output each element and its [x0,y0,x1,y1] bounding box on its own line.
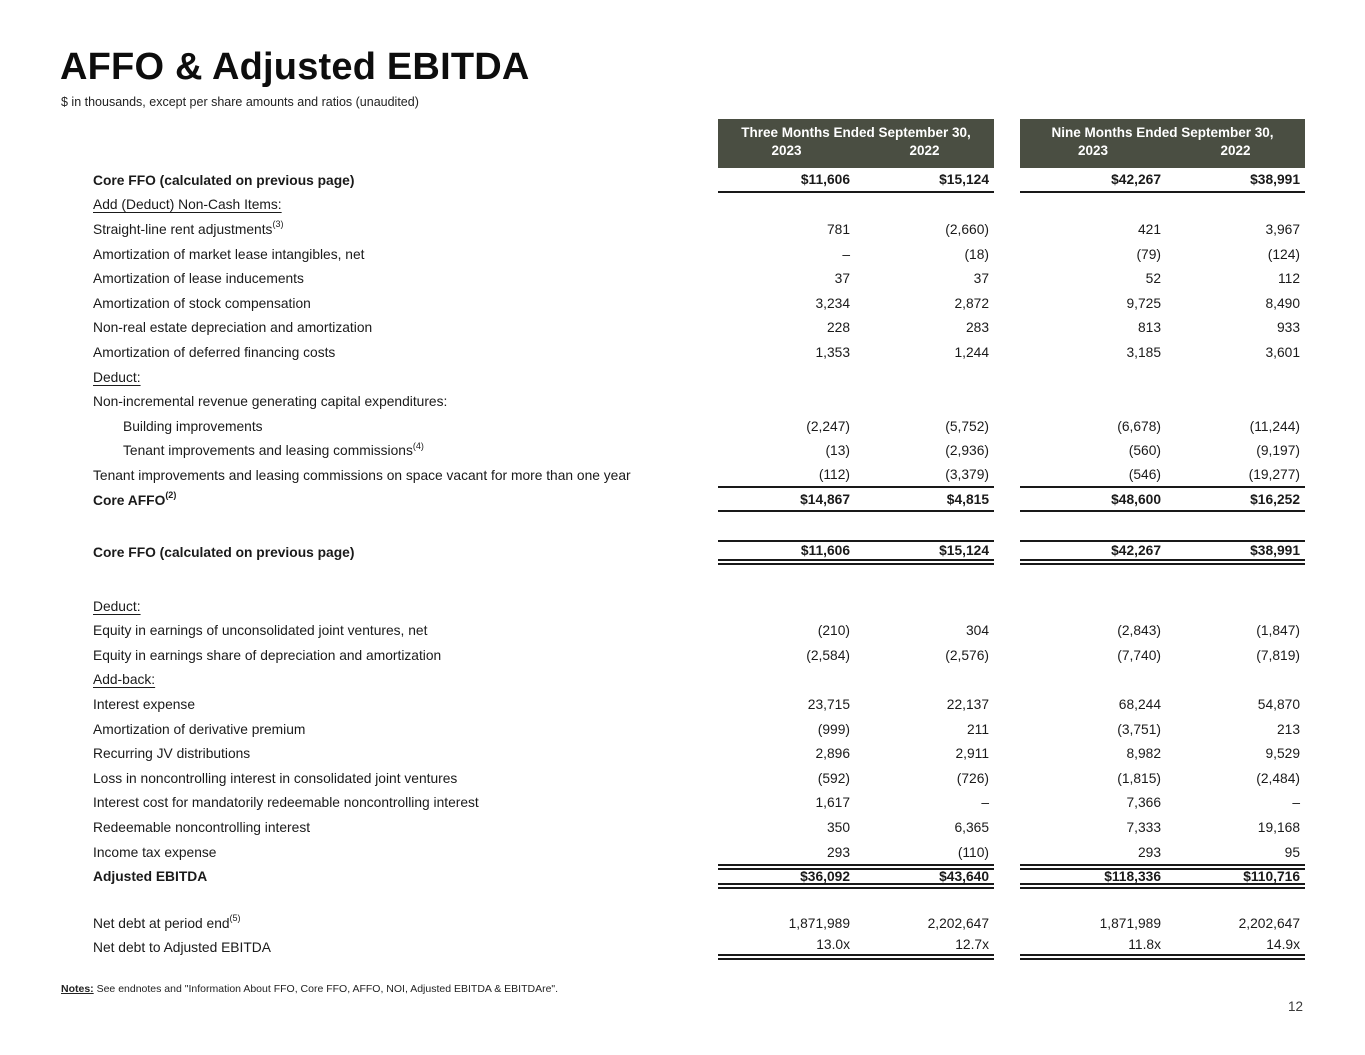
header-group-three-months [718,119,994,168]
column-gap [994,911,1020,936]
value-cell: 14.9x [1266,937,1300,953]
value-group-three-months [718,815,994,840]
value-group-three-months [718,911,994,936]
value-cell: 211 [967,721,989,737]
table-row [60,911,1305,936]
value-group-nine-months [1020,668,1305,693]
value-group-three-months [718,840,994,865]
footnote-marker: (5) [229,913,241,924]
value-cell: 19,168 [1257,820,1300,836]
value-cell: 2,911 [955,746,989,762]
value-cell: $11,606 [800,171,850,187]
row-label-text: Equity in earnings of unconsolidated joint ventures, net [93,623,428,639]
row-label [60,594,718,619]
value-cell: 9,725 [1126,295,1161,311]
column-gap [994,741,1020,766]
page-subtitle: $ in thousands, except per share amounts and ratios (unaudited) [61,95,419,109]
row-label-text: Deduct: [93,598,141,614]
column-gap [994,463,1020,488]
value-group-three-months [718,766,994,791]
table-row [60,217,1305,242]
value-group-nine-months [1020,291,1305,316]
value-group-nine-months [1020,389,1305,414]
column-gap [994,840,1020,865]
value-cell: $42,267 [1111,543,1161,559]
header-group-label: Nine Months Ended September 30, [1051,125,1274,140]
row-label [60,619,718,644]
value-cell: 1,871,989 [1099,915,1161,931]
value-group-three-months [718,594,994,619]
value-cell: 37 [834,271,850,287]
table-row [60,791,1305,816]
value-group-three-months [718,217,994,242]
column-gap [994,389,1020,414]
value-cell: 781 [826,221,850,237]
value-cell: (124) [1267,246,1300,262]
value-group-nine-months [1020,911,1305,936]
value-cell: 12.7x [955,937,989,953]
row-label [60,717,718,742]
footnote [61,983,558,995]
value-group-nine-months [1020,439,1305,464]
value-group-three-months [718,266,994,291]
column-gap [994,766,1020,791]
row-label-text: Tenant improvements and leasing commissions on space vacant for more than one year [93,467,631,483]
value-cell: 6,365 [954,820,989,836]
value-cell: (560) [1128,443,1161,459]
value-cell: (592) [817,770,850,786]
value-group-nine-months [1020,266,1305,291]
value-group-three-months [718,643,994,668]
header-group-nine-months [1020,119,1305,168]
value-cell: $118,336 [1104,869,1161,885]
row-label-text: Non-incremental revenue generating capital expenditures: [93,394,448,410]
value-cell: $38,991 [1250,171,1300,187]
row-label [60,316,718,341]
table-row [60,766,1305,791]
value-cell: (2,843) [1117,623,1161,639]
value-cell: $16,252 [1250,491,1300,507]
row-label [60,266,718,291]
value-cell: 52 [1145,271,1161,287]
footnote-marker: (3) [272,219,284,230]
value-cell: (13) [825,443,850,459]
value-cell: 1,871,989 [788,915,850,931]
table-row [60,864,1305,889]
notes-text: See endnotes and "Information About FFO, Core FFO, AFFO, NOI, Adjusted EBITDA & EBITDAre". [93,983,559,995]
value-cell: 3,601 [1265,344,1300,360]
value-cell: 8,490 [1265,295,1300,311]
value-group-nine-months [1020,316,1305,341]
value-group-three-months [718,365,994,390]
value-cell: (3,751) [1117,721,1161,737]
value-group-nine-months [1020,840,1305,865]
value-cell: (726) [956,770,989,786]
value-cell: – [1292,795,1300,811]
value-cell: 3,185 [1126,344,1161,360]
value-cell: 350 [826,820,850,836]
value-cell: $15,124 [939,171,989,187]
value-group-three-months [718,414,994,439]
value-cell: (2,660) [945,221,989,237]
table-row [60,365,1305,390]
row-label-text: Amortization of deferred financing costs [93,344,336,360]
value-cell: $14,867 [800,491,850,507]
table-row [60,414,1305,439]
value-group-three-months [718,242,994,267]
financial-table [60,119,1305,960]
footnote-marker: (4) [412,440,424,451]
value-group-nine-months [1020,540,1305,565]
column-gap [994,791,1020,816]
column-gap [994,815,1020,840]
row-label-text: Core FFO (calculated on previous page) [93,545,355,561]
value-cell: 112 [1278,271,1300,287]
value-group-nine-months [1020,864,1305,889]
row-label [60,741,718,766]
table-row [60,643,1305,668]
column-gap [994,168,1020,193]
notes-label: Notes: [61,983,94,995]
value-cell: (112) [818,466,850,482]
value-group-three-months [718,540,994,565]
value-group-three-months [718,193,994,218]
table-row [60,439,1305,464]
value-group-nine-months [1020,643,1305,668]
row-label [60,840,718,865]
value-cell: $43,640 [939,869,989,885]
spacer-row [60,512,1305,540]
table-row [60,291,1305,316]
column-gap [994,692,1020,717]
header-year: 2022 [909,143,940,158]
value-cell: 1,617 [815,795,850,811]
value-cell: (110) [957,844,989,860]
spacer-row [60,565,1305,594]
row-label-text: Amortization of lease inducements [93,271,304,287]
row-label-text: Redeemable noncontrolling interest [93,820,311,836]
value-cell: 293 [826,844,850,860]
row-label-text: Equity in earnings share of depreciation and amortization [93,647,442,663]
value-cell: (2,576) [945,647,989,663]
table-row [60,936,1305,961]
column-gap [994,193,1020,218]
value-cell: 2,202,647 [927,915,989,931]
value-cell: (7,740) [1117,647,1161,663]
value-cell: (9,197) [1256,443,1300,459]
value-cell: 3,967 [1265,221,1300,237]
header-group-label: Three Months Ended September 30, [741,125,971,140]
column-gap [994,439,1020,464]
value-group-nine-months [1020,692,1305,717]
value-cell: (1,815) [1117,770,1161,786]
value-group-nine-months [1020,815,1305,840]
value-cell: (1,847) [1256,623,1300,639]
row-label [60,911,718,936]
value-cell: 2,202,647 [1238,915,1300,931]
row-label [60,414,718,439]
header-gap [994,119,1020,168]
row-label [60,936,718,961]
table-header [718,119,1305,168]
value-group-three-months [718,168,994,193]
table-row [60,741,1305,766]
row-label-text: Building improvements [123,418,263,434]
row-label [60,463,718,488]
value-group-nine-months [1020,741,1305,766]
column-gap [994,643,1020,668]
table-row [60,193,1305,218]
value-cell: $42,267 [1111,171,1161,187]
row-label-text: Add (Deduct) Non-Cash Items: [93,197,282,213]
value-group-nine-months [1020,791,1305,816]
value-cell: (79) [1136,246,1161,262]
header-year: 2023 [771,143,802,158]
value-cell: 933 [1276,320,1300,336]
value-group-three-months [718,741,994,766]
row-label [60,643,718,668]
header-year: 2022 [1220,143,1251,158]
table-row [60,168,1305,193]
value-cell: 283 [965,320,989,336]
row-label [60,365,718,390]
value-cell: 68,244 [1118,697,1161,713]
value-group-three-months [718,717,994,742]
row-label-text: Income tax expense [93,844,217,860]
value-cell: 11.8x [1128,937,1161,953]
value-cell: 8,982 [1126,746,1161,762]
row-label-text: Net debt to Adjusted EBITDA [93,940,271,956]
value-group-three-months [718,340,994,365]
row-label [60,668,718,693]
value-group-three-months [718,488,994,513]
column-gap [994,488,1020,513]
value-cell: (7,819) [1256,647,1300,663]
column-gap [994,242,1020,267]
value-cell: 1,244 [954,344,989,360]
value-cell: 228 [826,320,850,336]
row-label-text: Add-back: [93,672,156,688]
column-gap [994,217,1020,242]
row-label [60,389,718,414]
row-label [60,193,718,218]
value-cell: 7,366 [1126,795,1161,811]
value-cell: 3,234 [815,295,850,311]
value-group-three-months [718,619,994,644]
column-gap [994,668,1020,693]
value-group-nine-months [1020,717,1305,742]
table-row [60,340,1305,365]
column-gap [994,316,1020,341]
row-label-text: Core FFO (calculated on previous page) [93,172,355,188]
row-label-text: Net debt at period end [93,915,230,931]
value-cell: (546) [1128,466,1161,482]
column-gap [994,619,1020,644]
value-cell: $11,606 [800,543,850,559]
table-body [60,168,1305,960]
value-cell: 213 [1276,721,1300,737]
column-gap [994,936,1020,961]
header-year: 2023 [1077,143,1109,158]
spacer-row [60,889,1305,911]
value-group-nine-months [1020,936,1305,961]
value-group-nine-months [1020,193,1305,218]
row-label-text: Non-real estate depreciation and amortization [93,320,373,336]
value-cell: (210) [817,623,850,639]
value-group-three-months [718,668,994,693]
value-cell: 1,353 [815,344,850,360]
value-cell: 2,872 [954,295,989,311]
value-cell: 22,137 [946,697,989,713]
row-label [60,168,718,193]
page-title: AFFO & Adjusted EBITDA [60,46,530,88]
footnote-marker: (2) [165,489,177,500]
row-label [60,340,718,365]
table-row [60,717,1305,742]
value-cell: 95 [1284,844,1300,860]
row-label [60,291,718,316]
value-cell: $110,716 [1243,869,1300,885]
row-label [60,488,718,513]
value-cell: (11,244) [1249,418,1300,434]
value-cell: (6,678) [1117,418,1161,434]
column-gap [994,414,1020,439]
table-row [60,540,1305,565]
table-row [60,389,1305,414]
table-row [60,619,1305,644]
value-group-nine-months [1020,619,1305,644]
table-row [60,594,1305,619]
row-label-text: Recurring JV distributions [93,746,251,762]
value-group-nine-months [1020,488,1305,513]
row-label [60,791,718,816]
value-cell: 23,715 [807,697,850,713]
value-cell: (3,379) [945,466,989,482]
row-label [60,692,718,717]
value-cell: (999) [817,721,850,737]
row-label [60,864,718,889]
value-cell: 2,896 [815,746,850,762]
row-label-text: Amortization of stock compensation [93,295,311,311]
value-group-three-months [718,936,994,961]
header-years-row [718,143,994,158]
value-cell: (18) [964,246,989,262]
row-label-text: Loss in noncontrolling interest in consolidated joint ventures [93,770,458,786]
column-gap [994,540,1020,565]
value-cell: 813 [1137,320,1161,336]
row-label-text: Straight-line rent adjustments [93,221,273,237]
value-group-three-months [718,864,994,889]
row-label-text: Deduct: [93,369,141,385]
value-cell: – [981,795,989,811]
table-row [60,266,1305,291]
value-cell: (2,936) [945,443,989,459]
value-group-nine-months [1020,340,1305,365]
value-cell: (2,484) [1256,770,1300,786]
value-cell: 37 [973,271,989,287]
value-group-nine-months [1020,594,1305,619]
value-cell: 293 [1137,844,1161,860]
value-group-three-months [718,692,994,717]
table-row [60,815,1305,840]
row-label [60,540,718,565]
table-row [60,242,1305,267]
table-row [60,692,1305,717]
value-cell: 7,333 [1126,820,1161,836]
value-cell: $4,815 [946,491,989,507]
row-label [60,439,718,464]
column-gap [994,594,1020,619]
value-cell: – [842,246,850,262]
value-group-nine-months [1020,168,1305,193]
row-label [60,766,718,791]
table-row [60,840,1305,865]
table-row [60,668,1305,693]
value-group-three-months [718,439,994,464]
value-group-three-months [718,291,994,316]
row-label-text: Adjusted EBITDA [93,869,208,885]
value-cell: (19,277) [1248,466,1300,482]
value-cell: 54,870 [1257,697,1300,713]
table-row [60,463,1305,488]
value-group-three-months [718,791,994,816]
value-cell: $48,600 [1111,491,1161,507]
table-row [60,316,1305,341]
column-gap [994,340,1020,365]
row-label-text: Tenant improvements and leasing commissions [123,443,413,459]
value-cell: (2,584) [806,647,850,663]
value-group-nine-months [1020,365,1305,390]
table-row [60,488,1305,513]
value-cell: 13.0x [816,937,850,953]
value-group-nine-months [1020,242,1305,267]
value-cell: 304 [965,623,989,639]
value-group-three-months [718,389,994,414]
value-cell: 421 [1137,221,1161,237]
value-group-three-months [718,316,994,341]
value-group-nine-months [1020,766,1305,791]
column-gap [994,365,1020,390]
value-cell: $15,124 [939,543,989,559]
column-gap [994,717,1020,742]
value-cell: $36,092 [800,869,850,885]
row-label-text: Amortization of derivative premium [93,721,306,737]
row-label [60,815,718,840]
value-group-nine-months [1020,217,1305,242]
row-label-text: Core AFFO [93,492,166,508]
row-label-text: Interest cost for mandatorily redeemable noncontrolling interest [93,795,479,811]
column-gap [994,864,1020,889]
column-gap [994,291,1020,316]
header-years-row [1020,143,1305,158]
row-label-text: Interest expense [93,697,196,713]
column-gap [994,266,1020,291]
value-cell: (5,752) [945,418,989,434]
value-cell: $38,991 [1250,543,1300,559]
row-label-text: Amortization of market lease intangibles, net [93,246,365,262]
value-group-nine-months [1020,463,1305,488]
row-label [60,242,718,267]
value-cell: (2,247) [806,418,850,434]
value-group-nine-months [1020,414,1305,439]
value-group-three-months [718,463,994,488]
page-number: 12 [1287,999,1303,1014]
value-cell: 9,529 [1265,746,1300,762]
row-label [60,217,718,242]
